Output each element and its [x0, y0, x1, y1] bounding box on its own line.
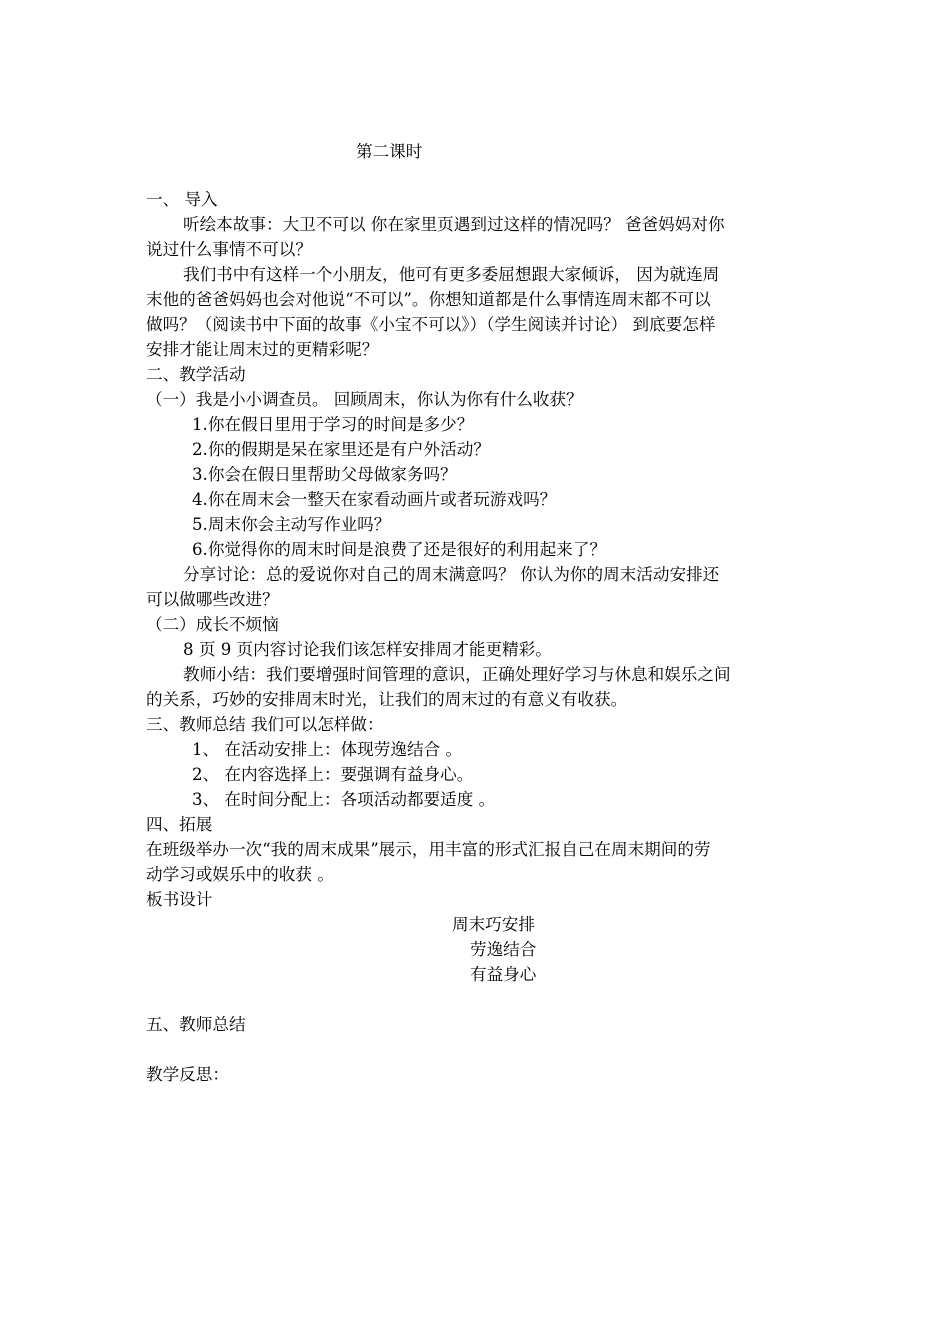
- text-line: 分享讨论：总的爱说你对自己的周末满意吗？ 你认为你的周末活动安排还: [183, 565, 720, 584]
- text-line: 动学习或娱乐中的收获 。: [146, 865, 334, 884]
- text-line: 听绘本故事：大卫不可以 你在家里页遇到过这样的情况吗？ 爸爸妈妈对你: [183, 215, 725, 234]
- text-line: 劳逸结合: [470, 940, 537, 959]
- text-line: 4.你在周末会一整天在家看动画片或者玩游戏吗？: [192, 490, 557, 509]
- text-line: 板书设计: [146, 890, 213, 909]
- text-line: 一、 导入: [146, 190, 218, 209]
- text-line: 我们书中有这样一个小朋友，他可有更多委屈想跟大家倾诉， 因为就连周: [183, 265, 720, 284]
- lesson-title: 第二课时: [356, 142, 423, 161]
- text-line: 周末巧安排: [452, 915, 535, 934]
- text-line: 二、教学活动: [146, 365, 246, 384]
- text-line: （一）我是小小调查员。 回顾周末，你认为你有什么收获？: [146, 390, 583, 409]
- text-line: 末他的爸爸妈妈也会对他说“不可以”。你想知道都是什么事情连周末都不可以: [146, 290, 711, 309]
- text-line: （二）成长不烦恼: [146, 615, 279, 634]
- text-line: 5.周末你会主动写作业吗？: [192, 515, 391, 534]
- text-line: 四、拓展: [146, 815, 213, 834]
- text-line: 教学反思：: [146, 1065, 229, 1084]
- text-line: 2.你的假期是呆在家里还是有户外活动？: [192, 440, 490, 459]
- text-line: 可以做哪些改进？: [146, 590, 279, 609]
- text-line: 五、教师总结: [146, 1015, 246, 1034]
- text-line: 说过什么事情不可以？: [146, 240, 312, 259]
- text-line: 2、 在内容选择上：要强调有益身心。: [192, 765, 474, 784]
- text-line: 8 页 9 页内容讨论我们该怎样安排周才能更精彩。: [183, 640, 552, 659]
- text-line: 3、 在时间分配上：各项活动都要适度 。: [192, 790, 496, 809]
- text-line: 三、教师总结 我们可以怎样做：: [146, 715, 384, 734]
- text-line: 3.你会在假日里帮助父母做家务吗？: [192, 465, 457, 484]
- text-line: 1.你在假日里用于学习的时间是多少？: [192, 415, 474, 434]
- text-line: 教师小结：我们要增强时间管理的意识，正确处理好学习与休息和娱乐之间: [183, 665, 731, 684]
- text-line: 1、 在活动安排上：体现劳逸结合 。: [192, 740, 463, 759]
- text-line: 的关系，巧妙的安排周末时光，让我们的周末过的有意义有收获。: [146, 690, 628, 709]
- text-line: 6.你觉得你的周末时间是浪费了还是很好的利用起来了？: [192, 540, 607, 559]
- text-line: 安排才能让周末过的更精彩呢？: [146, 340, 379, 359]
- text-line: 在班级举办一次“我的周末成果”展示，用丰富的形式汇报自己在周末期间的劳: [146, 840, 711, 859]
- text-line: 有益身心: [470, 965, 537, 984]
- text-line: 做吗？（阅读书中下面的故事《小宝不可以》）（学生阅读并讨论） 到底要怎样: [146, 315, 716, 334]
